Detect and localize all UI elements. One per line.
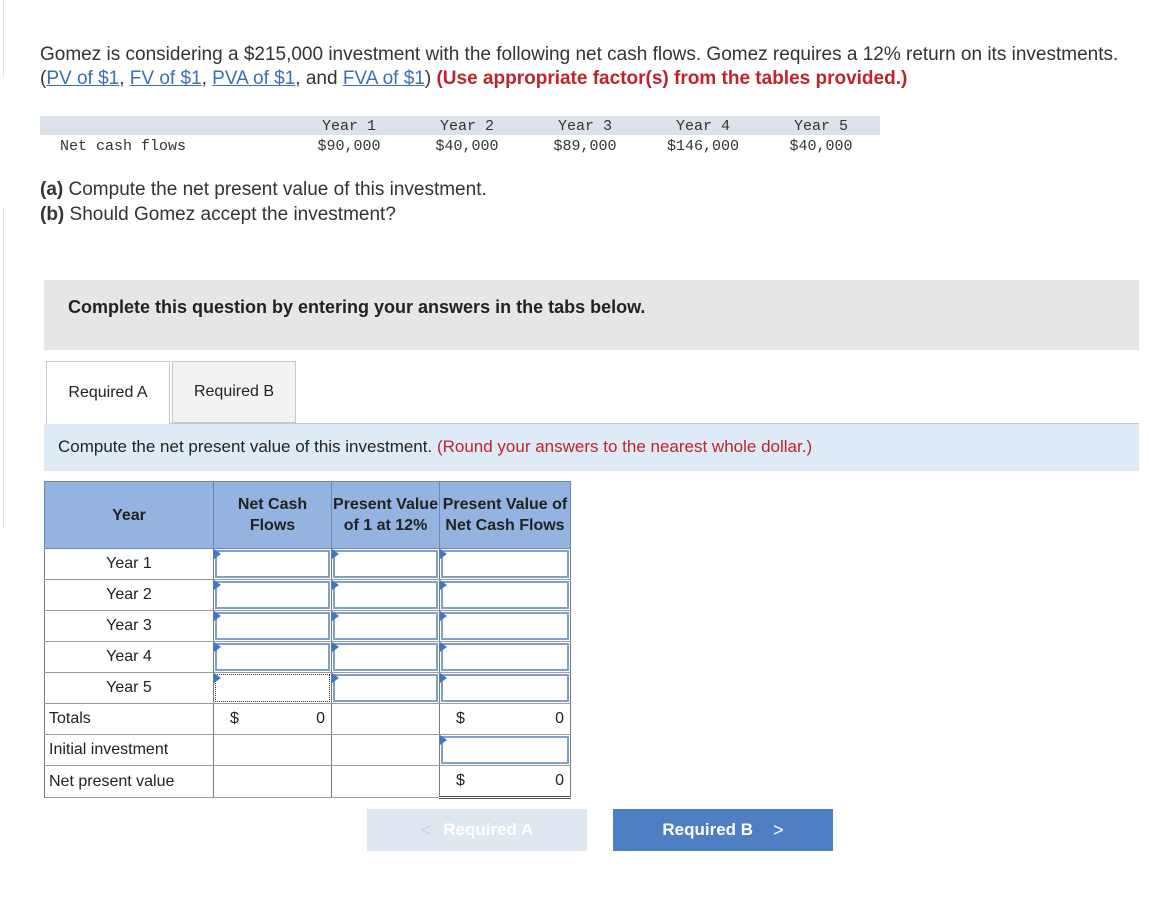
initial-investment-label: Initial investment [45, 735, 214, 766]
year-label: Year 5 [45, 673, 214, 704]
table-row [45, 580, 571, 611]
prev-required-a-button [367, 809, 587, 851]
input-marker-icon [214, 580, 221, 590]
pv-factor-input[interactable] [332, 580, 440, 611]
pv-cash-flow-input[interactable] [440, 549, 571, 580]
left-edge-mark [0, 0, 4, 78]
cash-flow-year-3-value: $89,000 [553, 138, 617, 155]
cash-flow-year-2-value: $40,000 [435, 138, 499, 155]
input-marker-icon [440, 735, 447, 745]
prompt-main: Compute the net present value of this investment. [58, 437, 433, 456]
question-intro: Gomez is considering a $215,000 investment with the following net cash flows. Gomez requires a 12% return on its investments. ( [40, 44, 1119, 89]
input-marker-icon [332, 580, 339, 590]
pv-of-1-link[interactable]: PV of $1 [46, 68, 120, 89]
question-text: Gomez is considering a $215,000 investment with the following net cash flows. Gomez requires a 12% return on its investments. (PV of $1, FV of $1, PVA of $1, and FVA of $1) (Use appropriate factor(s) from the tables provided.) [40, 44, 1119, 89]
cash-flow-year-3-label: Year 3 [557, 118, 612, 135]
sub-question-b [40, 204, 396, 226]
dollar-sign: $ [456, 772, 465, 789]
input-box[interactable] [441, 612, 569, 640]
net-cash-flow-input[interactable] [214, 580, 332, 611]
npv-table [44, 481, 571, 799]
input-marker-icon [440, 549, 447, 559]
input-marker-icon [214, 549, 221, 559]
rounding-note: (Round your answers to the nearest whole dollar.) [436, 437, 813, 456]
header-pv-cash-flows: Present Value of Net Cash Flows [440, 482, 571, 549]
pv-factor-input[interactable] [332, 673, 440, 704]
net-cash-flow-input[interactable] [214, 642, 332, 673]
npv-value: 0 [555, 772, 564, 789]
prev-button-label: Required A [443, 820, 534, 839]
pv-cash-flow-input[interactable] [440, 642, 571, 673]
close-paren: ) [424, 68, 432, 89]
tab-required-a[interactable]: Required A [46, 361, 170, 424]
sub-question-a-text: Compute the net present value of this investment. [68, 179, 487, 200]
input-box[interactable] [441, 736, 569, 764]
input-marker-icon [332, 549, 339, 559]
input-box[interactable] [215, 581, 330, 609]
totals-pv-cash-flows [440, 704, 571, 735]
dollar-sign: $ [230, 710, 239, 727]
npv-value-cell [440, 766, 571, 798]
cash-flow-year-4-value: $146,000 [666, 138, 739, 155]
year-label: Year 2 [45, 580, 214, 611]
left-edge-mark [0, 208, 4, 528]
table-header-row [45, 482, 571, 549]
next-button-label: Required B [662, 820, 754, 839]
header-year: Year [45, 482, 214, 549]
input-box[interactable] [441, 550, 569, 578]
initial-investment-input[interactable] [440, 735, 571, 766]
dollar-sign: $ [456, 710, 465, 727]
initial-investment-row [45, 735, 571, 766]
totals-pv-factor-empty [332, 704, 440, 735]
input-marker-icon [332, 611, 339, 621]
net-cash-flow-input[interactable] [214, 673, 332, 704]
cash-flow-year-5-label: Year 5 [793, 118, 848, 135]
year-label: Year 1 [45, 549, 214, 580]
totals-row [45, 704, 571, 735]
npv-label: Net present value [45, 766, 214, 798]
fva-of-1-link[interactable]: FVA of $1 [342, 68, 425, 89]
header-net-cash-flows: Net Cash Flows [214, 482, 332, 549]
empty-cell [332, 766, 440, 798]
net-cash-flow-input[interactable] [214, 549, 332, 580]
input-box[interactable] [333, 643, 438, 671]
table-row [45, 673, 571, 704]
input-box[interactable] [441, 674, 569, 702]
sub-question-a-tag: (a) [40, 179, 64, 200]
input-marker-icon [332, 673, 339, 683]
sub-question-b-text: Should Gomez accept the investment? [69, 204, 396, 225]
prompt-text [58, 437, 812, 457]
empty-cell [214, 735, 332, 766]
instruction-text: Complete this question by entering your answers in the tabs below. [68, 297, 646, 317]
pv-cash-flow-input[interactable] [440, 580, 571, 611]
input-marker-icon [440, 611, 447, 621]
pv-factor-input[interactable] [332, 611, 440, 642]
pv-factor-input[interactable] [332, 642, 440, 673]
pva-of-1-link[interactable]: PVA of $1 [212, 68, 296, 89]
header-pv-factor: Present Value of 1 at 12% [332, 482, 440, 549]
chevron-right-icon: > [773, 819, 784, 840]
input-box[interactable] [441, 643, 569, 671]
year-label: Year 4 [45, 642, 214, 673]
totals-net-cash-flows [214, 704, 332, 735]
net-cash-flow-input[interactable] [214, 611, 332, 642]
input-marker-icon [440, 642, 447, 652]
pv-cash-flow-input[interactable] [440, 673, 571, 704]
input-marker-icon [332, 642, 339, 652]
chevron-left-icon: < [420, 819, 432, 840]
cash-flow-year-2-label: Year 2 [439, 118, 494, 135]
input-marker-icon [440, 673, 447, 683]
and-word: and [305, 68, 338, 89]
input-box[interactable] [441, 581, 569, 609]
year-label: Year 3 [45, 611, 214, 642]
table-row [45, 611, 571, 642]
input-marker-icon [440, 580, 447, 590]
totals-net-cash-value: 0 [316, 710, 325, 727]
empty-cell [332, 735, 440, 766]
input-marker-icon [214, 673, 221, 683]
input-marker-icon [214, 611, 221, 621]
tab-required-b[interactable]: Required B [172, 361, 296, 423]
sub-question-b-tag: (b) [40, 204, 65, 225]
table-row [45, 549, 571, 580]
cash-flow-year-4-label: Year 4 [675, 118, 730, 135]
cash-flow-row-label: Net cash flows [60, 138, 187, 155]
fv-of-1-link[interactable]: FV of $1 [129, 68, 202, 89]
input-box[interactable] [333, 581, 438, 609]
input-box[interactable] [333, 674, 438, 702]
input-box[interactable] [333, 612, 438, 640]
input-box[interactable] [215, 612, 330, 640]
cash-flow-year-1-value: $90,000 [317, 138, 381, 155]
sub-question-a [40, 179, 487, 201]
npv-row [45, 766, 571, 798]
use-factors-note: (Use appropriate factor(s) from the tables provided.) [436, 68, 908, 89]
totals-label: Totals [45, 704, 214, 735]
cash-flow-year-5-value: $40,000 [789, 138, 853, 155]
input-marker-icon [214, 642, 221, 652]
input-box[interactable] [333, 550, 438, 578]
pv-cash-flow-input[interactable] [440, 611, 571, 642]
pv-factor-input[interactable] [332, 549, 440, 580]
cash-flow-year-1-label: Year 1 [321, 118, 376, 135]
input-box[interactable] [215, 643, 330, 671]
input-box[interactable] [215, 550, 330, 578]
totals-pv-value: 0 [555, 710, 564, 727]
empty-cell [214, 766, 332, 798]
next-required-b-button[interactable] [613, 809, 833, 851]
input-box[interactable] [215, 674, 330, 702]
table-row [45, 642, 571, 673]
